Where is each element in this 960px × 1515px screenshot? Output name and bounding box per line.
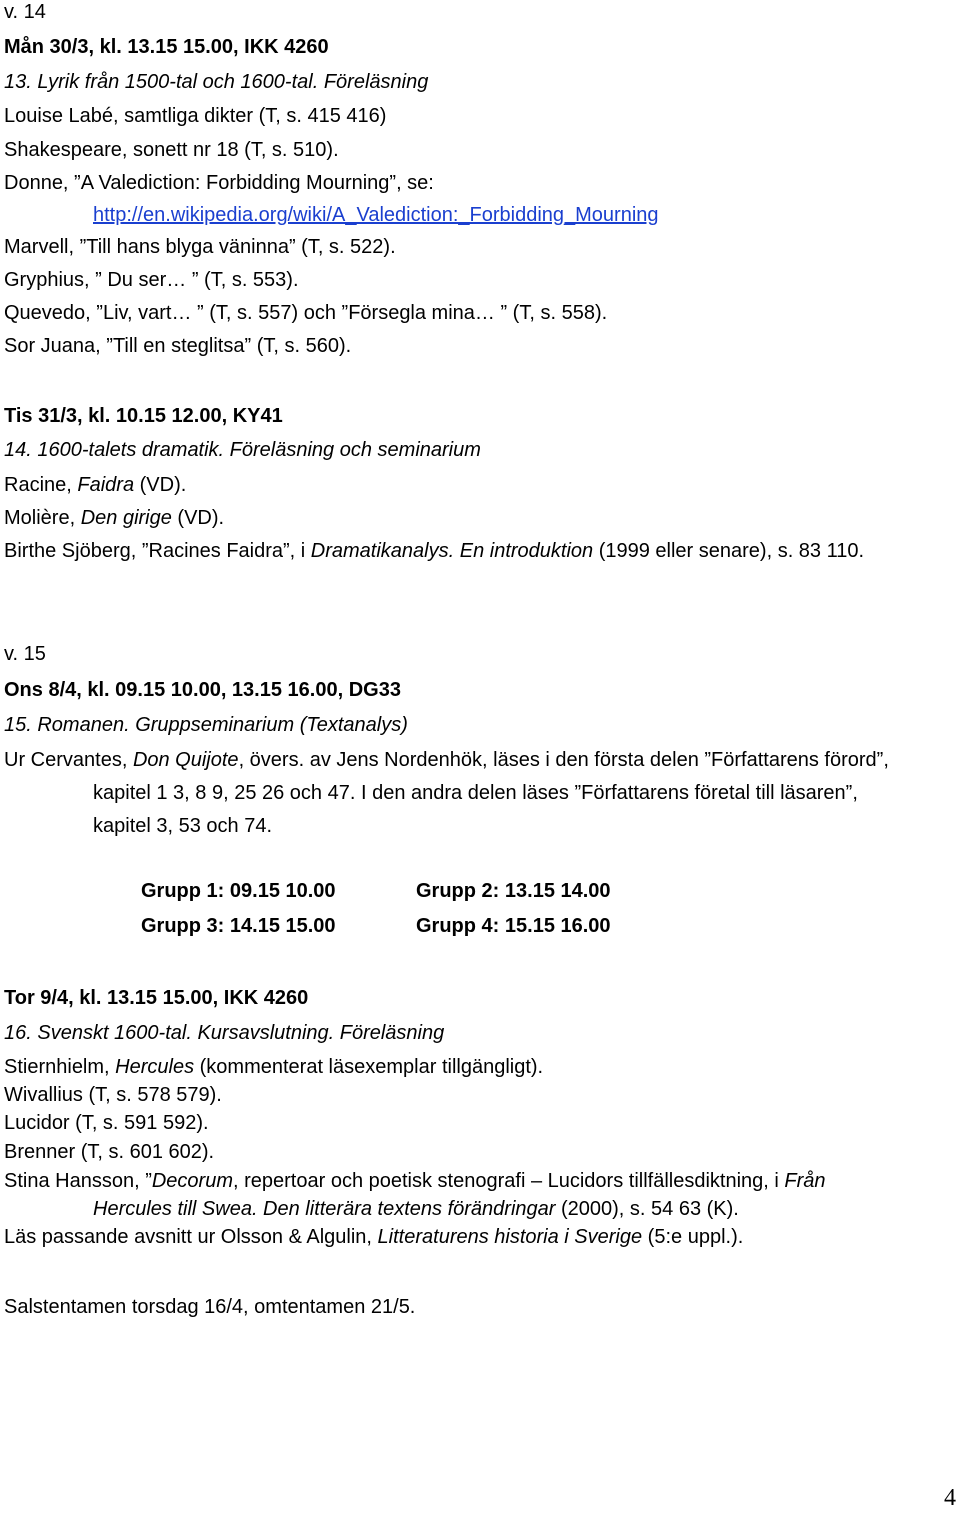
reading-item: Louise Labé, samtliga dikter (T, s. 415 416): [4, 105, 387, 127]
group-time: Grupp 2: 13.15 14.00: [416, 880, 611, 902]
session-date-line: Ons 8/4, kl. 09.15 10.00, 13.15 16.00, DG33: [4, 679, 401, 701]
reading-item: Molière, Den girige (VD).: [4, 507, 225, 529]
reading-item: Lucidor (T, s. 591 592).: [4, 1112, 209, 1134]
page-number: 4: [944, 1485, 956, 1511]
week-label: v. 14: [4, 1, 46, 23]
reading-item: Stina Hansson, ”Decorum, repertoar och poetisk stenografi – Lucidors tillfällesdiktning, i Från: [4, 1170, 826, 1192]
reading-item: Racine, Faidra (VD).: [4, 474, 187, 496]
group-time: Grupp 4: 15.15 16.00: [416, 915, 611, 937]
reading-item: Shakespeare, sonett nr 18 (T, s. 510).: [4, 139, 339, 161]
reading-item: Sor Juana, ”Till en steglitsa” (T, s. 560).: [4, 335, 352, 357]
reading-item-continued: kapitel 1 3, 8 9, 25 26 och 47. I den andra delen läses ”Författarens företal till läsaren”,: [93, 782, 858, 804]
reading-item: Donne, ”A Valediction: Forbidding Mourning”, se:: [4, 172, 434, 194]
reading-item: Läs passande avsnitt ur Olsson & Algulin, Litteraturens historia i Sverige (5:e uppl.).: [4, 1226, 744, 1248]
session-heading: 15. Romanen. Gruppseminarium (Textanalys): [4, 714, 408, 736]
session-date-line: Tis 31/3, kl. 10.15 12.00, KY41: [4, 405, 283, 427]
group-time: Grupp 3: 14.15 15.00: [141, 915, 336, 937]
wikipedia-link[interactable]: http://en.wikipedia.org/wiki/A_Valediction:_Forbidding_Mourning: [93, 204, 659, 226]
reading-item: Wivallius (T, s. 578 579).: [4, 1084, 222, 1106]
reading-item: Stiernhielm, Hercules (kommenterat läsexemplar tillgängligt).: [4, 1056, 544, 1078]
reading-item: Gryphius, ” Du ser… ” (T, s. 553).: [4, 269, 299, 291]
session-heading: 14. 1600-talets dramatik. Föreläsning och seminarium: [4, 439, 481, 461]
reading-item: Birthe Sjöberg, ”Racines Faidra”, i Dramatikanalys. En introduktion (1999 eller senare), s. 83 110.: [4, 540, 865, 562]
session-date-line: Mån 30/3, kl. 13.15 15.00, IKK 4260: [4, 36, 329, 58]
week-label: v. 15: [4, 643, 46, 665]
reading-item: Quevedo, ”Liv, vart… ” (T, s. 557) och ”Försegla mina… ” (T, s. 558).: [4, 302, 608, 324]
group-time: Grupp 1: 09.15 10.00: [141, 880, 336, 902]
reading-item-continued: kapitel 3, 53 och 74.: [93, 815, 273, 837]
session-heading: 16. Svenskt 1600-tal. Kursavslutning. Föreläsning: [4, 1022, 445, 1044]
exam-dates: Salstentamen torsdag 16/4, omtentamen 21/5.: [4, 1296, 416, 1318]
session-date-line: Tor 9/4, kl. 13.15 15.00, IKK 4260: [4, 987, 309, 1009]
reading-item: Marvell, ”Till hans blyga väninna” (T, s. 522).: [4, 236, 396, 258]
reading-item: Brenner (T, s. 601 602).: [4, 1141, 215, 1163]
session-heading: 13. Lyrik från 1500-tal och 1600-tal. Föreläsning: [4, 71, 429, 93]
reading-item-continued: Hercules till Swea. Den litterära textens förändringar (2000), s. 54 63 (K).: [93, 1198, 739, 1220]
reading-item: Ur Cervantes, Don Quijote, övers. av Jens Nordenhök, läses i den första delen ”Författarens förord”,: [4, 749, 889, 771]
